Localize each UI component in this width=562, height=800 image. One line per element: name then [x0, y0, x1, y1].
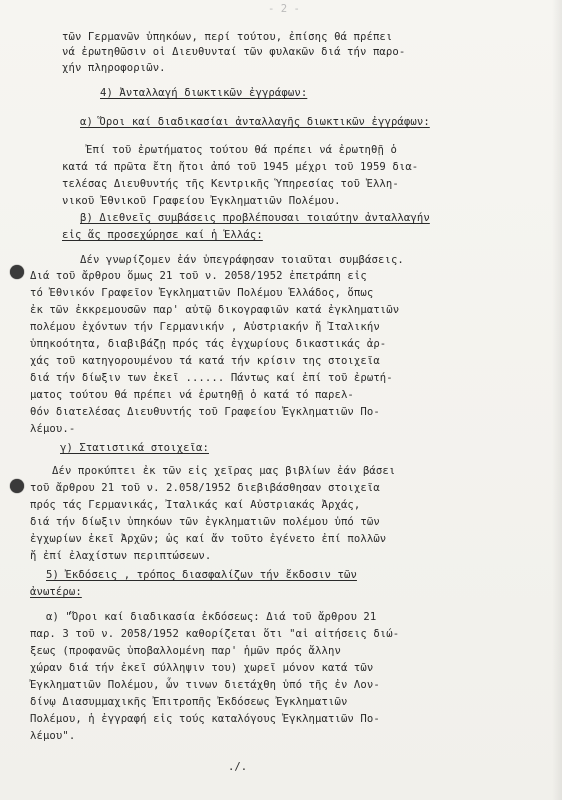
text-line: νικοῦ Ἐθνικοῦ Γραφείου Ἐγκληματιῶν Πολέμου. [62, 195, 341, 207]
text-line: διά τήν δίωξιν ὑπηκόων τῶν ἐγκληματιῶν πολέμου ὑπό τῶν [30, 516, 380, 528]
text-line: τῶν Γερμανῶν ὑπηκόων, περί τούτου, ἐπίσης θά πρέπει [62, 31, 393, 43]
text-line: λέμου". [30, 730, 76, 742]
punch-hole-top [10, 265, 24, 279]
section-heading: 5) Ἐκδόσεις , τρόπος διασφαλίζων τήν ἔκδοσιν τῶν [46, 569, 357, 581]
text-line: λέμου.- [30, 423, 76, 435]
text-line: ἐγχωρίων ἐκεῖ Ἀρχῶν; ὡς καί ἄν τοῦτο ἐγένετο ἐπί πολλῶν [30, 533, 387, 545]
subsection-heading: γ) Στατιστικά στοιχεῖα: [60, 442, 209, 454]
text-line: Ἐγκληματιῶν Πολέμου, ὧν τινων διετάχθη ὑπό τῆς ἐν Λον- [30, 679, 380, 691]
subsection-heading-cont: εἰς ἅς προσεχώρησε καί ἡ Ἑλλάς: [62, 229, 263, 241]
text-line: ματος τούτου θά πρέπει νά ἐρωτηθῇ ὁ κατά τό παρελ- [30, 389, 354, 401]
text-line: τοῦ ἄρθρου 21 τοῦ ν. 2.058/1952 διεβιβάσθησαν στοιχεῖα [30, 482, 380, 494]
text-line: ὑπηκοότητα, διαβιβάζῃ πρός τάς ἐγχωρίους δικαστικάς ἀρ- [30, 338, 387, 350]
text-line: διά τήν δίωξιν των ἐκεῖ ...... Πάντως καί ἐπί τοῦ ἐρωτή- [30, 372, 393, 384]
text-line: τό Ἐθνικόν Γραφεῖον Ἐγκληματιῶν Πολέμου Ἑλλάδος, ὅπως [30, 287, 374, 299]
text-line: Δέν γνωρίζομεν ἐάν ὑπεγράφησαν τοιαῦται συμβάσεις. [80, 254, 404, 266]
punch-hole-bottom [10, 479, 24, 493]
text-line: πρός τάς Γερμανικάς, Ἰταλικάς καί Αὐστριακάς Ἀρχάς, [30, 499, 361, 511]
text-line: δίνῳ Διασυμμαχικῆς Ἐπιτροπῆς Ἐκδόσεως Ἐγκληματιῶν [30, 696, 348, 708]
subsection-heading: α) Ὅροι καί διαδικασίαι ἀνταλλαγῆς διωκτικῶν ἐγγράφων: [80, 116, 430, 128]
text-line: Διά τοῦ ἄρθρου ὅμως 21 τοῦ ν. 2058/1952 ἐπετράπη εἰς [30, 270, 367, 282]
text-line: Πολέμου, ἡ ἐγγραφή εἰς τούς καταλόγους Ἐγκληματιῶν Πο- [30, 713, 380, 725]
text-line: κατά τά πρῶτα ἔτη ἤτοι ἀπό τοῦ 1945 μέχρι τοῦ 1959 δια- [62, 161, 419, 173]
text-line: Δέν προκύπτει ἐκ τῶν εἰς χεῖρας μας βιβλίων ἐάν βάσει [52, 465, 396, 477]
text-line: θόν διατελέσας Διευθυντής τοῦ Γραφείου Ἐγκληματιῶν Πο- [30, 406, 380, 418]
top-page-mark: - 2 - [268, 3, 300, 15]
text-line: νά ἐρωτηθῶσιν οἱ Διευθυνταί τῶν φυλακῶν διά τήν παρο- [62, 46, 406, 58]
text-line: χάς τοῦ κατηγορουμένου τά κατά τήν κρίσιν της στοιχεῖα [30, 355, 380, 367]
page-edge-shadow [552, 0, 562, 800]
text-line: τελέσας Διευθυντής τῆς Κεντρικῆς Ὑπηρεσίας τοῦ Ἑλλη- [62, 178, 399, 190]
section-heading-cont: ἀνωτέρω: [30, 586, 82, 598]
text-line: ξεως (προφανῶς ὑποβαλλομένη παρ' ἡμῶν πρός ἄλλην [30, 645, 341, 657]
text-line: παρ. 3 τοῦ ν. 2058/1952 καθορίζεται ὅτι "αἱ αἰτήσεις διώ- [30, 628, 400, 640]
continuation-mark: ./. [228, 761, 248, 773]
section-heading: 4) Ἀνταλλαγή διωκτικῶν ἐγγράφων: [100, 87, 308, 99]
text-line: Ἐπί τοῦ ἐρωτήματος τούτου θά πρέπει νά ἐρωτηθῇ ὁ [86, 144, 397, 156]
text-line: ἤ ἐπί ἐλαχίστων περιπτώσεων. [30, 550, 212, 562]
text-line: ἐκ τῶν ἐκκρεμουσῶν παρ' αὐτῷ δικογραφιῶν κατά ἐγκληματιῶν [30, 304, 400, 316]
text-line: α) "Ὅροι καί διαδικασία ἐκδόσεως: Διά τοῦ ἄρθρου 21 [46, 611, 377, 623]
subsection-heading: β) Διεθνεῖς συμβάσεις προβλέπουσαι τοιαύτην ἀνταλλαγήν [80, 212, 430, 224]
text-line: χήν πληροφοριῶν. [62, 62, 166, 74]
text-line: χώραν διά τήν ἐκεῖ σύλληψιν του) χωρεῖ μόνον κατά τῶν [30, 662, 374, 674]
text-line: πολέμου ἐχόντων τήν Γερμανικήν , Αὐστριακήν ἤ Ἰταλικήν [30, 321, 380, 333]
